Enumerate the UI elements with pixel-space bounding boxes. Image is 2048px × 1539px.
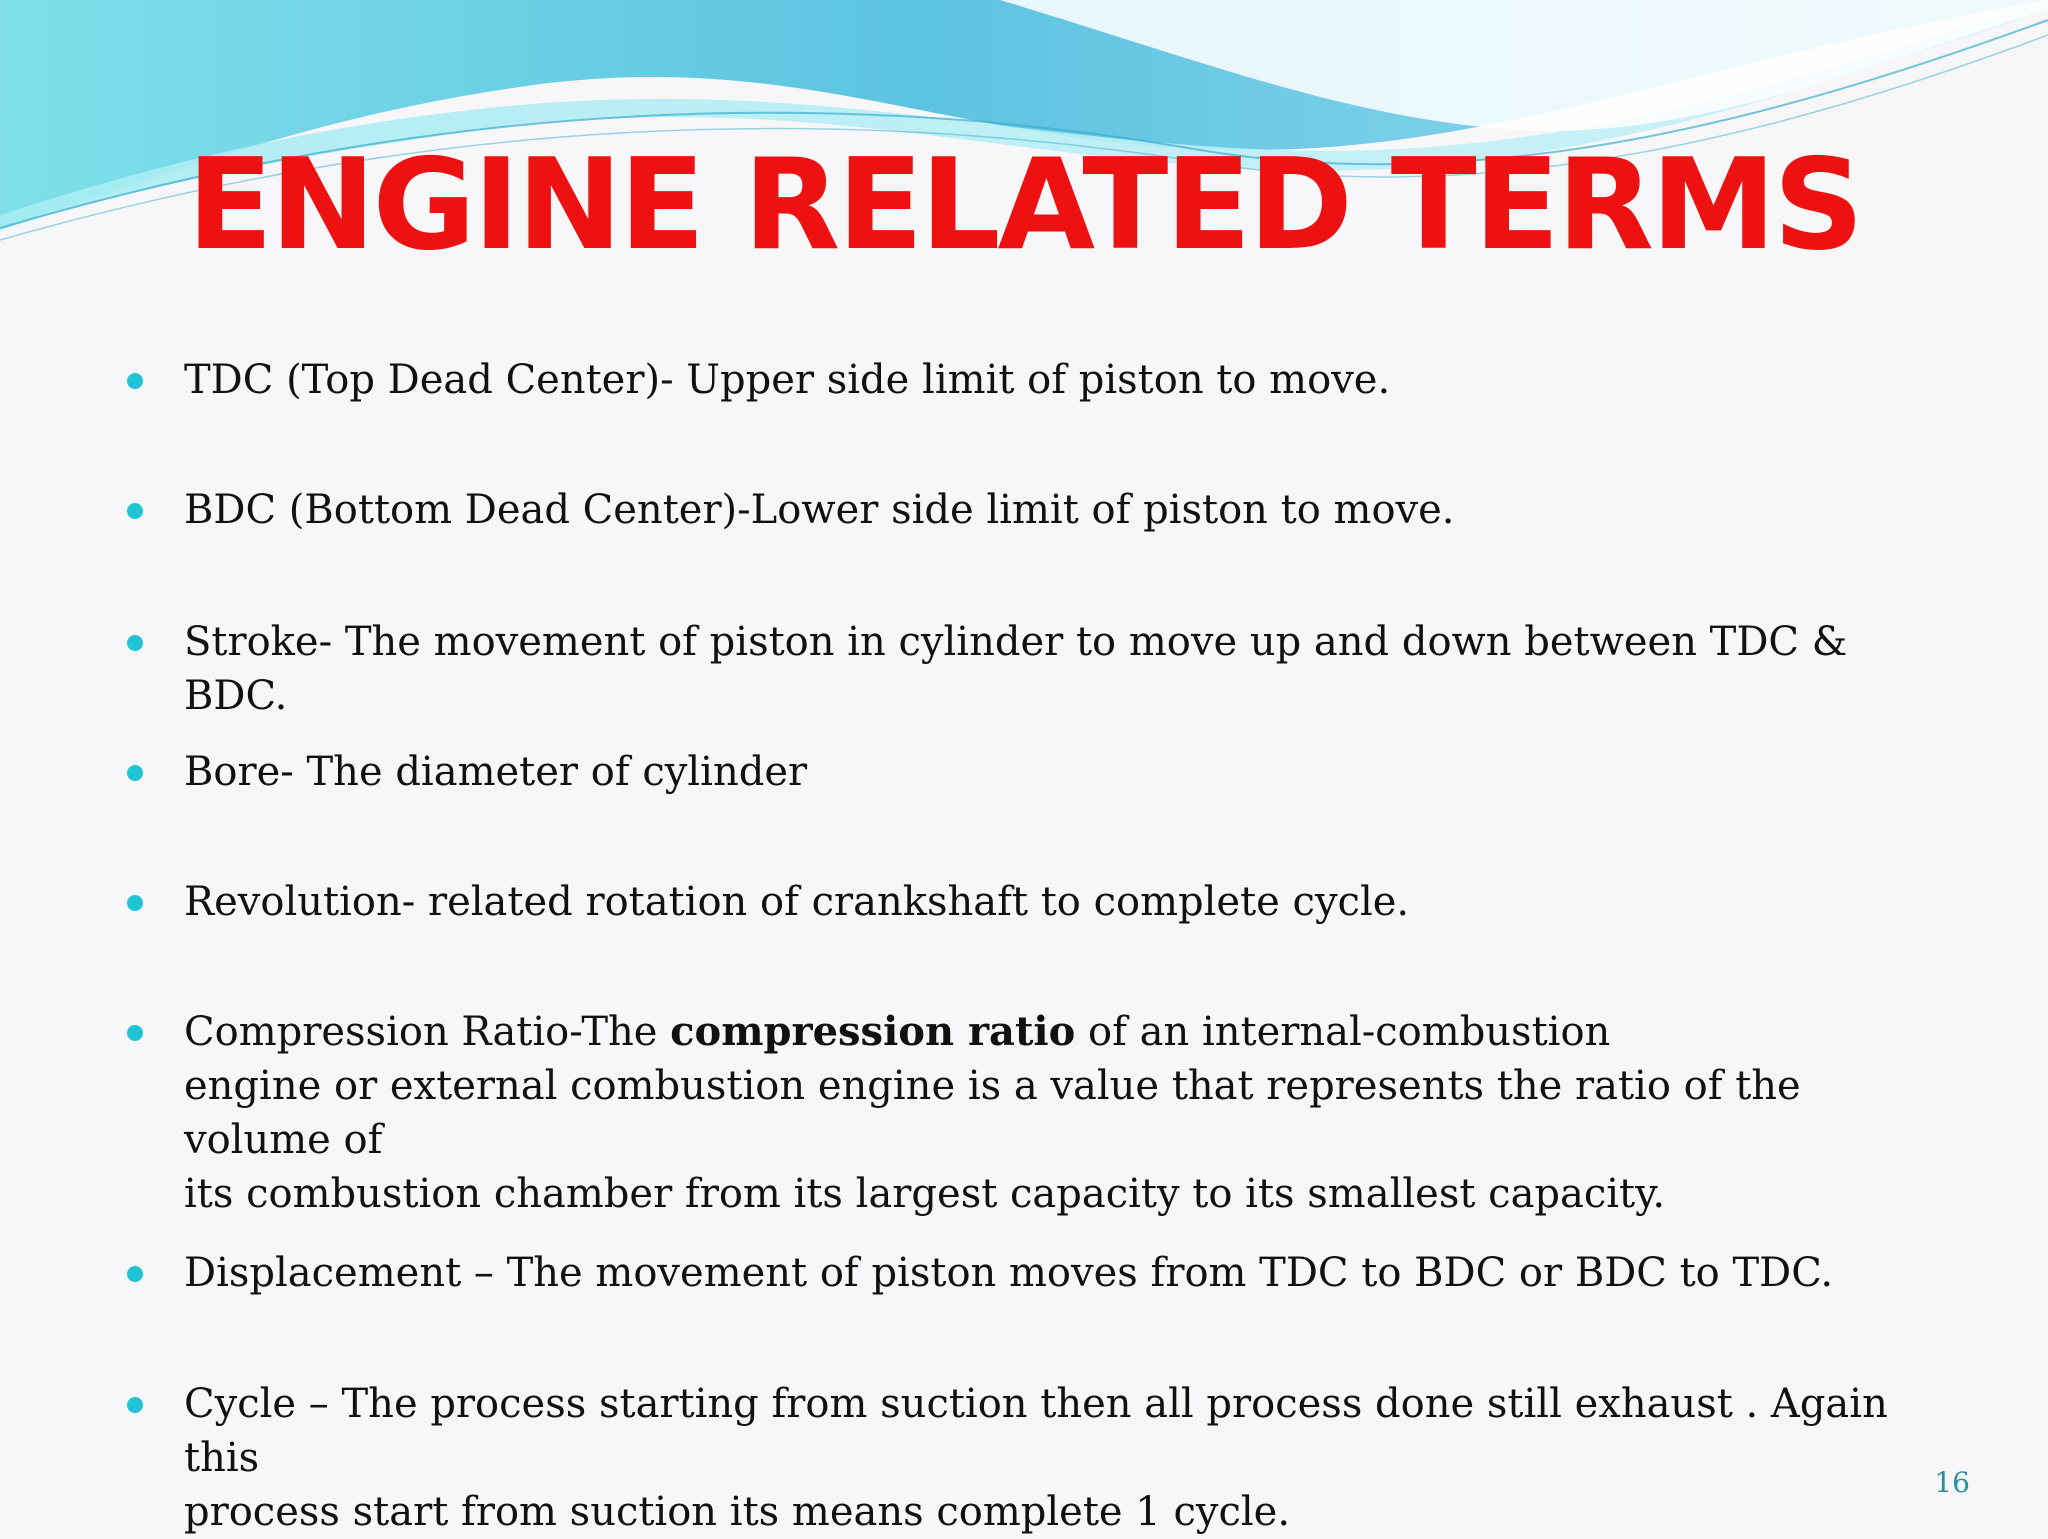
page-number: 16 — [1934, 1466, 1970, 1499]
bullet-dot-icon — [127, 765, 143, 781]
bullet-item-bdc: BDC (Bottom Dead Center)-Lower side limit of piston to move. — [184, 487, 1455, 533]
slide-title: ENGINE RELATED TERMS — [187, 131, 1861, 278]
bullet-dot-icon — [127, 895, 143, 911]
bullet-dot-icon — [127, 503, 143, 519]
bullet-item-tdc: TDC (Top Dead Center)- Upper side limit of piston to move. — [184, 357, 1391, 403]
compression-bold-term: compression ratio — [670, 1008, 1076, 1055]
compression-line-1 — [184, 1005, 1924, 1059]
compression-line-2: engine or external combustion engine is a value that represents the ratio of the volume of — [184, 1063, 1801, 1163]
bullet-item-compression-ratio — [184, 1005, 1924, 1221]
bullet-dot-icon — [127, 1266, 143, 1282]
bullet-dot-icon — [127, 1025, 143, 1041]
bullet-item-stroke: Stroke- The movement of piston in cylinder to move up and down between TDC & BDC. — [184, 619, 1848, 719]
compression-post: of an internal-combustion — [1075, 1009, 1611, 1055]
bullet-dot-icon — [127, 635, 143, 651]
bullet-dot-icon — [127, 1397, 143, 1413]
bullet-item-bore: Bore- The diameter of cylinder — [184, 749, 808, 795]
compression-pre: Compression Ratio-The — [184, 1009, 671, 1055]
bullet-item-cycle — [184, 1377, 1924, 1539]
compression-line-3: its combustion chamber from its largest capacity to its smallest capacity. — [184, 1171, 1666, 1217]
cycle-line-2: process start from suction its means complete 1 cycle. — [184, 1489, 1291, 1535]
bullet-item-displacement: Displacement – The movement of piston moves from TDC to BDC or BDC to TDC. — [184, 1250, 1834, 1296]
cycle-line-1: Cycle – The process starting from suction then all process done still exhaust . Again this — [184, 1381, 1888, 1481]
bullet-item-revolution: Revolution- related rotation of crankshaft to complete cycle. — [184, 879, 1410, 925]
bullet-dot-icon — [127, 373, 143, 389]
